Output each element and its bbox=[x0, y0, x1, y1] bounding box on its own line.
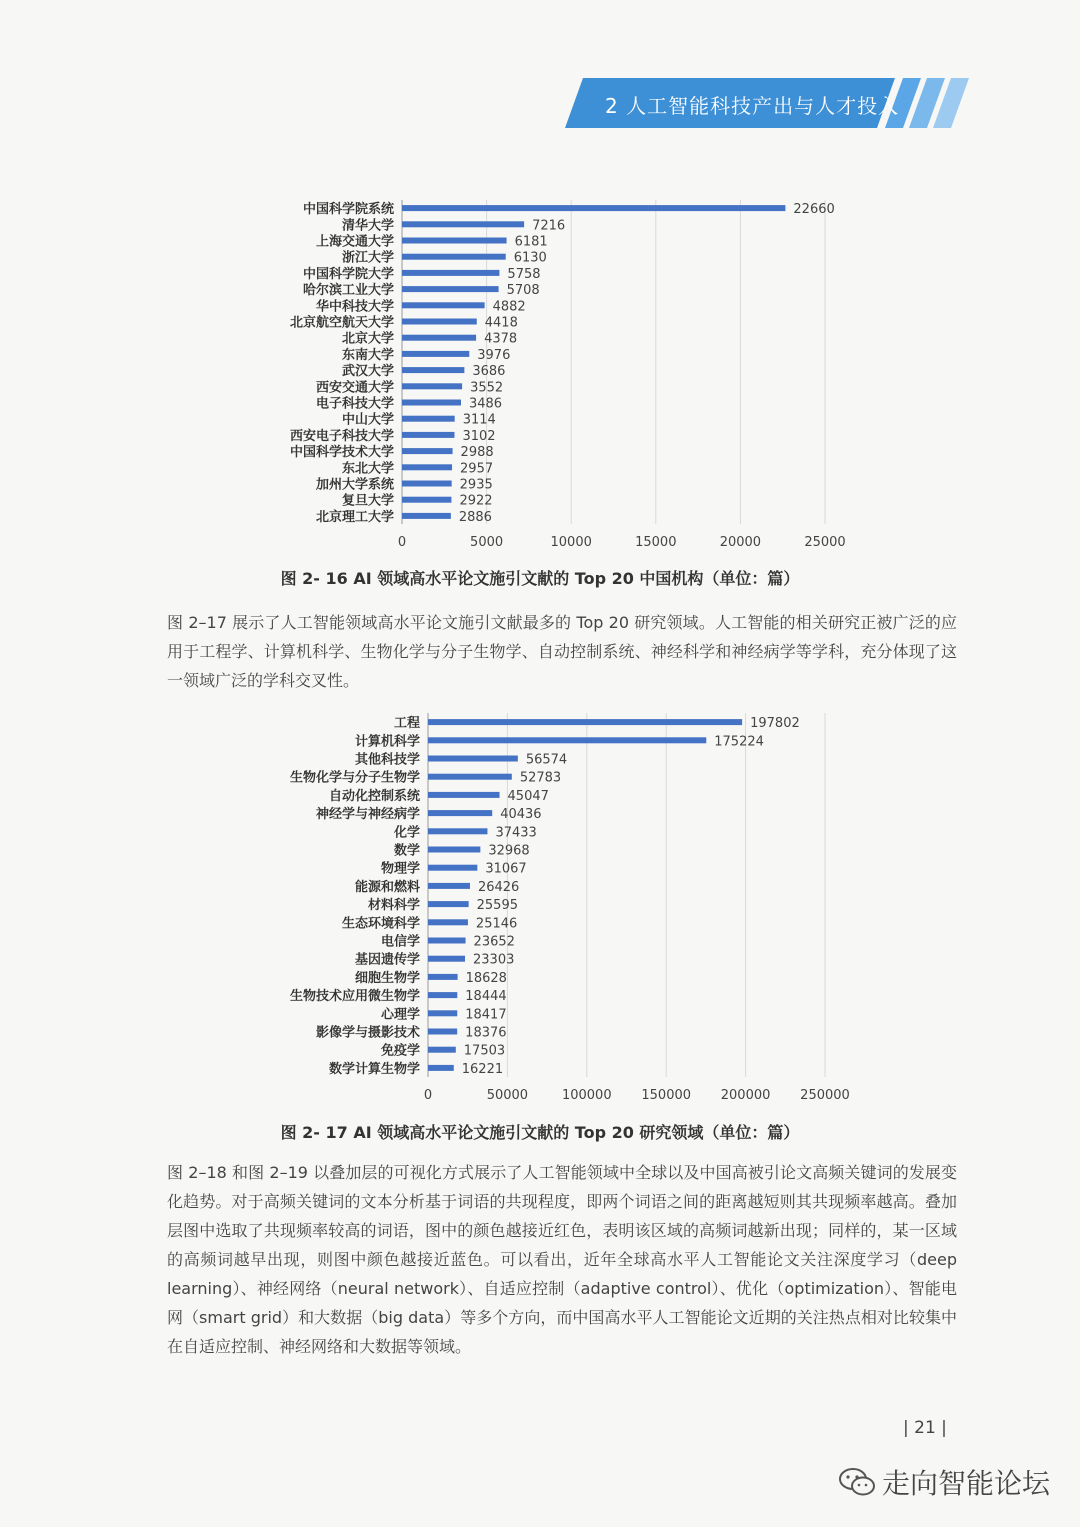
category-label: 中国科学技术大学 bbox=[289, 445, 394, 461]
category-label: 物理学 bbox=[380, 861, 420, 877]
bar bbox=[402, 432, 454, 438]
wechat-icon bbox=[838, 1466, 876, 1498]
bar bbox=[428, 1029, 457, 1035]
bar bbox=[402, 448, 453, 454]
category-label: 化学 bbox=[393, 825, 420, 841]
watermark-text: 走向智能论坛 bbox=[882, 1467, 1051, 1500]
data-label: 25595 bbox=[476, 898, 519, 914]
bar bbox=[402, 367, 464, 373]
bar bbox=[402, 416, 455, 422]
category-label: 北京大学 bbox=[341, 331, 394, 347]
data-label: 32968 bbox=[488, 843, 530, 859]
data-label: 18376 bbox=[465, 1025, 507, 1041]
x-tick-label: 0 bbox=[397, 535, 407, 550]
paragraph-1: 图 2–17 展示了人工智能领域高水平论文施引文献最多的 Top 20 研究领域。人工智能的相关研究正被广泛的应用于工程学、计算机科学、生物化学与分子生物学、自动控制系统、神经科学和神经病学等学科，充分体现了这一领域广泛的学科交叉性。 bbox=[167, 613, 957, 690]
data-label: 4882 bbox=[492, 299, 526, 315]
category-label: 影像学与摄影技术 bbox=[315, 1025, 420, 1041]
data-label: 5758 bbox=[507, 266, 541, 282]
chart-institutions bbox=[0, 190, 1080, 560]
data-label: 17503 bbox=[463, 1043, 506, 1059]
data-label: 56574 bbox=[525, 752, 568, 768]
category-label: 西安电子科技大学 bbox=[289, 428, 394, 444]
category-label: 免疫学 bbox=[380, 1043, 420, 1059]
watermark bbox=[838, 1462, 1050, 1502]
data-label: 3486 bbox=[468, 396, 503, 412]
chart-institutions-svg bbox=[0, 190, 1080, 560]
chart-fields-svg bbox=[0, 705, 1080, 1110]
bar bbox=[428, 774, 512, 780]
page-number: | 21 | bbox=[903, 1418, 947, 1438]
category-label: 生物技术应用微生物学 bbox=[289, 989, 420, 1005]
bar bbox=[428, 865, 477, 871]
bar bbox=[402, 286, 499, 292]
data-label: 22660 bbox=[793, 202, 835, 218]
data-label: 2935 bbox=[459, 477, 493, 493]
data-label: 2886 bbox=[458, 509, 492, 525]
category-label: 华中科技大学 bbox=[315, 299, 394, 315]
bar bbox=[428, 883, 470, 889]
x-tick-label: 10000 bbox=[550, 535, 592, 550]
chapter-banner bbox=[565, 78, 975, 128]
bar bbox=[402, 302, 485, 308]
data-label: 6181 bbox=[514, 234, 548, 250]
data-label: 37433 bbox=[495, 825, 537, 841]
data-label: 4418 bbox=[484, 315, 518, 331]
x-tick-label: 50000 bbox=[486, 1088, 529, 1103]
category-label: 浙江大学 bbox=[341, 250, 394, 266]
bar bbox=[402, 497, 451, 503]
x-tick-label: 15000 bbox=[635, 535, 677, 550]
data-label: 23303 bbox=[473, 952, 515, 968]
chapter-title: 2 人工智能科技产出与人才投入 bbox=[605, 94, 900, 118]
category-label: 上海交通大学 bbox=[315, 234, 394, 250]
category-label: 计算机科学 bbox=[354, 734, 420, 750]
bar bbox=[428, 974, 458, 980]
category-label: 北京理工大学 bbox=[315, 509, 394, 525]
bar bbox=[428, 756, 518, 762]
bar bbox=[428, 919, 468, 925]
bar bbox=[402, 351, 469, 357]
category-label: 复旦大学 bbox=[341, 493, 394, 509]
data-label: 7216 bbox=[532, 218, 566, 234]
x-tick-label: 200000 bbox=[720, 1088, 771, 1103]
bar bbox=[402, 270, 499, 276]
data-label: 3114 bbox=[462, 412, 496, 428]
bar bbox=[402, 238, 507, 244]
bar bbox=[402, 513, 451, 519]
x-tick-label: 100000 bbox=[561, 1088, 612, 1103]
data-label: 3552 bbox=[470, 380, 504, 396]
x-tick-label: 5000 bbox=[470, 535, 504, 550]
bar bbox=[428, 810, 492, 816]
category-label: 其他科技学 bbox=[354, 752, 420, 768]
data-label: 18417 bbox=[465, 1007, 507, 1023]
data-label: 26426 bbox=[477, 879, 520, 895]
category-label: 数学 bbox=[393, 843, 420, 859]
category-label: 武汉大学 bbox=[341, 364, 394, 380]
category-label: 中山大学 bbox=[341, 412, 394, 428]
data-label: 3976 bbox=[477, 347, 511, 363]
bar bbox=[428, 956, 465, 962]
data-label: 2988 bbox=[460, 445, 494, 461]
data-label: 175224 bbox=[714, 734, 764, 750]
bar bbox=[428, 737, 706, 743]
category-label: 数学计算生物学 bbox=[328, 1061, 420, 1077]
category-label: 中国科学院大学 bbox=[302, 266, 394, 282]
data-label: 16221 bbox=[461, 1061, 504, 1077]
bar bbox=[402, 221, 524, 227]
data-label: 52783 bbox=[519, 770, 562, 786]
x-tick-label: 20000 bbox=[719, 535, 762, 550]
paragraph-2: 图 2–18 和图 2–19 以叠加层的可视化方式展示了人工智能领域中全球以及中国高被引论文高频关键词的发展变化趋势。对于高频关键词的文本分析基于词语的共现程度，即两个词语之间的距离越短则其共现频率越高。叠加层图中选取了共现频率较高的词语，图中的颜色越接近红色，表明该区域的高频词越新出现；同样的，某一区域的高频词越早出现，则图中颜色越接近蓝色。可以看出，近年全球高水平人工智能论文关注深度学习（deep learning）、神经网络（neural network）、自适应控制（adaptive control）、优化（optimization）、智能电网（smart grid）和大数据（big data）等多个方向，而中国高水平人工智能论文近期的关注热点相对比较集中在自适应控制、神经网络和大数据等领域。 bbox=[167, 1163, 957, 1356]
category-label: 工程 bbox=[393, 716, 420, 732]
category-label: 心理学 bbox=[380, 1007, 420, 1023]
category-label: 清华大学 bbox=[341, 218, 394, 234]
category-label: 基因遗传学 bbox=[354, 952, 420, 968]
x-tick-label: 25000 bbox=[804, 535, 846, 550]
category-label: 中国科学院系统 bbox=[302, 202, 394, 218]
bar bbox=[428, 1010, 457, 1016]
figure-caption-2-17: 图 2- 17 AI 领域高水平论文施引文献的 Top 20 研究领域（单位：篇） bbox=[280, 1123, 800, 1142]
bar bbox=[402, 254, 506, 260]
category-label: 电子科技大学 bbox=[315, 396, 394, 412]
data-label: 197802 bbox=[750, 716, 800, 732]
category-label: 生物化学与分子生物学 bbox=[289, 770, 420, 786]
bar bbox=[402, 464, 452, 470]
category-label: 东北大学 bbox=[341, 461, 394, 477]
category-label: 电信学 bbox=[380, 934, 420, 950]
bar bbox=[402, 205, 785, 211]
figure-caption-2-16: 图 2- 16 AI 领域高水平论文施引文献的 Top 20 中国机构（单位：篇） bbox=[280, 569, 800, 588]
bar bbox=[428, 847, 480, 853]
category-label: 材料科学 bbox=[367, 898, 420, 914]
data-label: 40436 bbox=[500, 807, 542, 823]
bar bbox=[428, 719, 742, 725]
bar bbox=[428, 1065, 454, 1071]
data-label: 3102 bbox=[462, 428, 496, 444]
bar bbox=[402, 383, 462, 389]
category-label: 加州大学系统 bbox=[315, 477, 394, 493]
x-tick-label: 0 bbox=[423, 1088, 433, 1103]
bar bbox=[402, 319, 477, 325]
bar bbox=[428, 828, 487, 834]
data-label: 45047 bbox=[507, 788, 549, 804]
data-label: 18444 bbox=[465, 989, 507, 1005]
bar bbox=[428, 1047, 456, 1053]
category-label: 神经学与神经病学 bbox=[315, 807, 420, 823]
bar bbox=[428, 901, 469, 907]
bar bbox=[428, 992, 457, 998]
data-label: 23652 bbox=[473, 934, 515, 950]
category-label: 哈尔滨工业大学 bbox=[302, 283, 394, 299]
category-label: 生态环境科学 bbox=[341, 916, 420, 932]
data-label: 25146 bbox=[475, 916, 518, 932]
category-label: 能源和燃料 bbox=[354, 879, 420, 895]
chart-fields bbox=[0, 705, 1080, 1110]
category-label: 细胞生物学 bbox=[354, 970, 420, 986]
data-label: 4378 bbox=[484, 331, 518, 347]
data-label: 31067 bbox=[485, 861, 527, 877]
x-tick-label: 250000 bbox=[800, 1088, 850, 1103]
category-label: 西安交通大学 bbox=[315, 380, 394, 396]
data-label: 5708 bbox=[506, 283, 540, 299]
category-label: 自动化控制系统 bbox=[328, 788, 420, 804]
bar bbox=[402, 481, 452, 487]
data-label: 2957 bbox=[460, 461, 494, 477]
category-label: 北京航空航天大学 bbox=[289, 315, 394, 331]
data-label: 6130 bbox=[513, 250, 547, 266]
bar bbox=[402, 335, 476, 341]
bar bbox=[402, 400, 461, 406]
data-label: 2922 bbox=[459, 493, 493, 509]
data-label: 3686 bbox=[472, 364, 506, 380]
x-tick-label: 150000 bbox=[641, 1088, 692, 1103]
data-label: 18628 bbox=[465, 970, 507, 986]
bar bbox=[428, 792, 500, 798]
category-label: 东南大学 bbox=[341, 347, 394, 363]
bar bbox=[428, 938, 466, 944]
